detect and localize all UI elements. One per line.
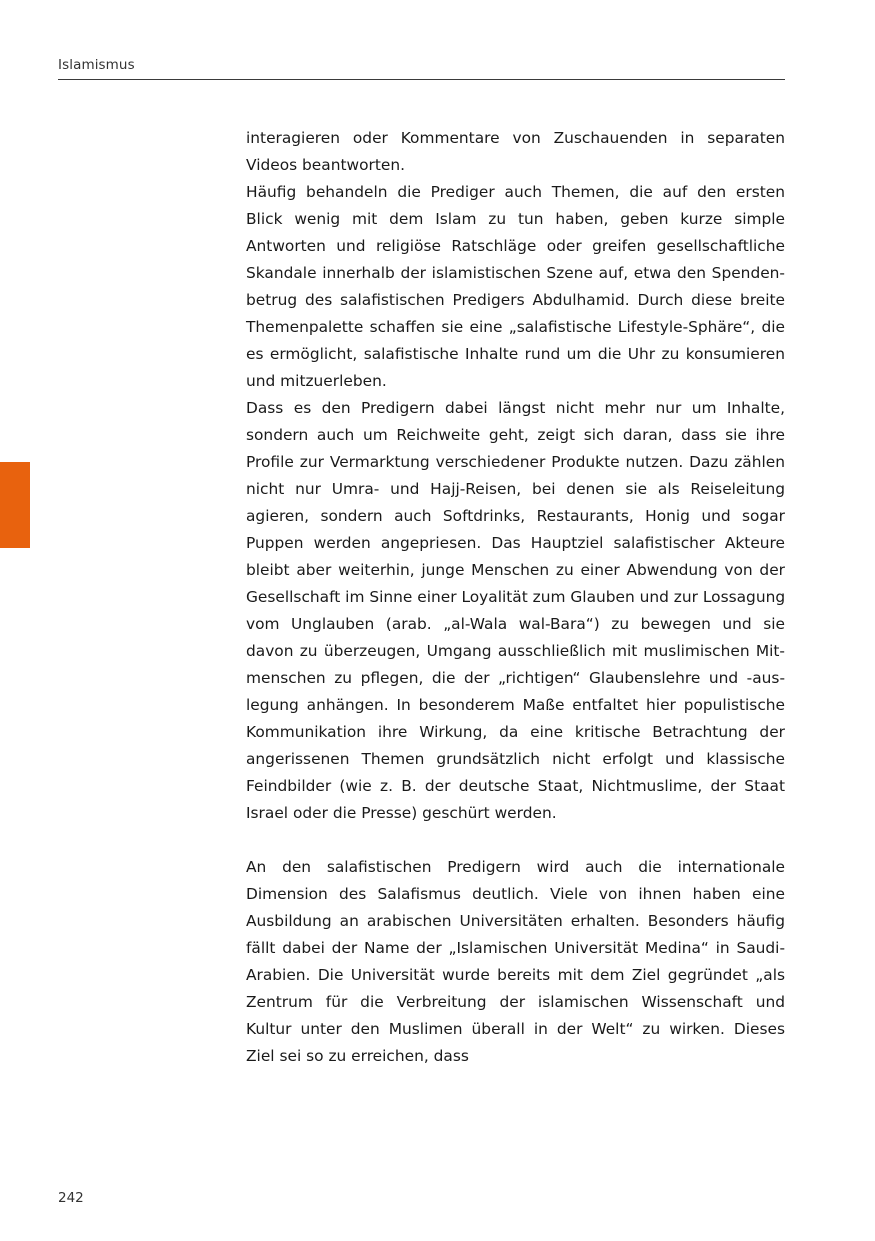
paragraph-line: legung anhängen. In besonderem Maße entfaltet hier populistische — [246, 696, 785, 714]
paragraph-line: Puppen werden angepriesen. Das Hauptziel salafistischer Akteure — [246, 534, 785, 552]
paragraph-line: fällt dabei der Name der „Islamischen Universität Medina“ in Saudi- — [246, 939, 785, 957]
paragraph-line: es ermöglicht, salafistische Inhalte rund um die Uhr zu konsumieren — [246, 345, 785, 363]
chapter-side-tab — [0, 462, 30, 548]
paragraph-line: Dass es den Predigern dabei längst nicht mehr nur um Inhalte, — [246, 399, 785, 417]
paragraph-line: Israel oder die Presse) geschürt werden. — [246, 804, 557, 822]
paragraph-line: Dimension des Salafismus deutlich. Viele von ihnen haben eine — [246, 885, 785, 903]
paragraph-line: angerissenen Themen grundsätzlich nicht erfolgt und klassische — [246, 750, 785, 768]
paragraph-line: Arabien. Die Universität wurde bereits mit dem Ziel gegründet „als — [246, 966, 785, 984]
paragraph-line: menschen zu pflegen, die der „richtigen“ Glaubenslehre und -aus- — [246, 669, 785, 687]
header-divider — [58, 79, 785, 80]
paragraph-line: sondern auch um Reichweite geht, zeigt sich daran, dass sie ihre — [246, 426, 785, 444]
page-number: 242 — [58, 1190, 84, 1206]
paragraph-line: bleibt aber weiterhin, junge Menschen zu einer Abwendung von der — [246, 561, 785, 579]
paragraph-line: Ausbildung an arabischen Universitäten erhalten. Besonders häufig — [246, 912, 785, 930]
paragraph-line: vom Unglauben (arab. „al-Wala wal-Bara“) zu bewegen und sie — [246, 615, 785, 633]
running-header-title: Islamismus — [58, 57, 135, 73]
paragraph-line: Zentrum für die Verbreitung der islamischen Wissenschaft und — [246, 993, 785, 1011]
paragraph-line: Häufig behandeln die Prediger auch Themen, die auf den ersten — [246, 183, 785, 201]
paragraph-line: An den salafistischen Predigern wird auch die internationale — [246, 858, 785, 876]
paragraph-line: Kommunikation ihre Wirkung, da eine kritische Betrachtung der — [246, 723, 785, 741]
paragraph-line: Antworten und religiöse Ratschläge oder greifen gesellschaftliche — [246, 237, 785, 255]
paragraph-gap — [246, 827, 785, 854]
paragraph-line: betrug des salafistischen Predigers Abdulhamid. Durch diese breite — [246, 291, 785, 309]
body-text — [246, 125, 785, 1070]
paragraph-line: Kultur unter den Muslimen überall in der Welt“ zu wirken. Dieses — [246, 1020, 785, 1038]
paragraph-line: interagieren oder Kommentare von Zuschauenden in separaten — [246, 129, 785, 147]
paragraph-line: Gesellschaft im Sinne einer Loyalität zum Glauben und zur Lossagung — [246, 588, 786, 606]
paragraph-line: agieren, sondern auch Softdrinks, Restaurants, Honig und sogar — [246, 507, 785, 525]
paragraph-line: Skandale innerhalb der islamistischen Szene auf, etwa den Spenden- — [246, 264, 785, 282]
paragraph-line: Videos beantworten. — [246, 156, 405, 174]
paragraph-line: Themenpalette schaffen sie eine „salafistische Lifestyle-Sphäre“, die — [246, 318, 785, 336]
paragraph-line: nicht nur Umra- und Hajj-Reisen, bei denen sie als Reiseleitung — [246, 480, 785, 498]
paragraph-line: Feindbilder (wie z. B. der deutsche Staat, Nichtmuslime, der Staat — [246, 777, 785, 795]
paragraph-line: Blick wenig mit dem Islam zu tun haben, geben kurze simple — [246, 210, 785, 228]
paragraph-line: Ziel sei so zu erreichen, dass — [246, 1047, 469, 1065]
paragraph-line: und mitzuerleben. — [246, 372, 387, 390]
paragraph-line: Profile zur Vermarktung verschiedener Produkte nutzen. Dazu zählen — [246, 453, 785, 471]
paragraph-line: davon zu überzeugen, Umgang ausschließlich mit muslimischen Mit- — [246, 642, 785, 660]
